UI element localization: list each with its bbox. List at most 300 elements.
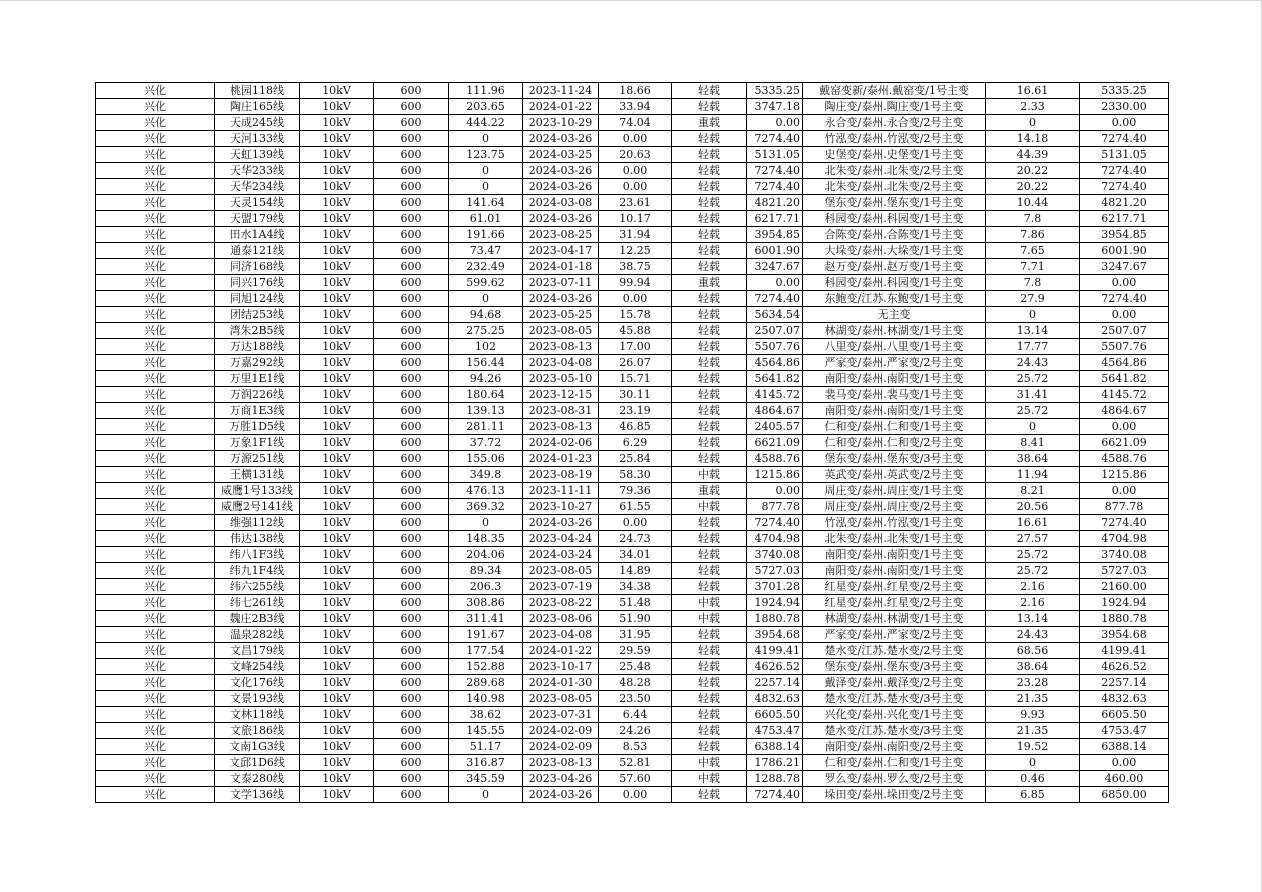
table-cell: 6001.90: [1080, 243, 1169, 259]
table-cell: 600: [374, 643, 449, 659]
table-cell: 15.71: [599, 371, 672, 387]
table-row: [96, 547, 1169, 563]
table-cell: 天盟179线: [215, 211, 300, 227]
table-cell: 2023-04-24: [523, 531, 599, 547]
table-row: [96, 355, 1169, 371]
table-cell: 6.85: [986, 787, 1080, 803]
table-row: [96, 643, 1169, 659]
table-cell: 兴化: [96, 195, 215, 211]
table-cell: 11.94: [986, 467, 1080, 483]
table-cell: 北朱变/泰州.北朱变/2号主变: [803, 163, 986, 179]
table-cell: 兴化: [96, 355, 215, 371]
table-cell: 308.86: [449, 595, 523, 611]
table-cell: 20.56: [986, 499, 1080, 515]
table-cell: 万商1E3线: [215, 403, 300, 419]
table-cell: 10kV: [300, 243, 374, 259]
table-cell: 同旭124线: [215, 291, 300, 307]
table-cell: 16.61: [986, 83, 1080, 99]
table-cell: 10kV: [300, 659, 374, 675]
table-cell: 600: [374, 467, 449, 483]
table-cell: 10kV: [300, 339, 374, 355]
table-cell: 10kV: [300, 515, 374, 531]
table-cell: 23.19: [599, 403, 672, 419]
table-cell: 37.72: [449, 435, 523, 451]
table-cell: 8.41: [986, 435, 1080, 451]
table-cell: 152.88: [449, 659, 523, 675]
table-cell: 轻载: [672, 291, 747, 307]
table-cell: 7.8: [986, 211, 1080, 227]
table-cell: 99.94: [599, 275, 672, 291]
table-cell: 万源251线: [215, 451, 300, 467]
table-cell: 轻载: [672, 675, 747, 691]
table-cell: 6605.50: [747, 707, 803, 723]
table-cell: 戴窑变新/泰州.戴窑变/1号主变: [803, 83, 986, 99]
table-cell: 600: [374, 307, 449, 323]
table-cell: 1924.94: [747, 595, 803, 611]
table-cell: 兴化: [96, 707, 215, 723]
table-cell: 兴化: [96, 499, 215, 515]
table-cell: 600: [374, 403, 449, 419]
table-cell: 1288.78: [747, 771, 803, 787]
table-cell: 王横131线: [215, 467, 300, 483]
table-cell: 3954.85: [747, 227, 803, 243]
table-cell: 600: [374, 739, 449, 755]
table-cell: 南阳变/泰州.南阳变/2号主变: [803, 739, 986, 755]
table-cell: 堡东变/泰州.堡东变/1号主变: [803, 195, 986, 211]
table-cell: 北朱变/泰州.北朱变/2号主变: [803, 179, 986, 195]
table-cell: 林湖变/泰州.林湖变/1号主变: [803, 611, 986, 627]
table-cell: 600: [374, 147, 449, 163]
table-cell: 2024-02-06: [523, 435, 599, 451]
table-cell: 48.28: [599, 675, 672, 691]
table-row: [96, 627, 1169, 643]
table-cell: 23.50: [599, 691, 672, 707]
table-cell: 31.94: [599, 227, 672, 243]
table-cell: 轻载: [672, 531, 747, 547]
table-cell: 23.28: [986, 675, 1080, 691]
table-cell: 重载: [672, 483, 747, 499]
table-cell: 史堡变/泰州.史堡变/1号主变: [803, 147, 986, 163]
table-cell: 7274.40: [1080, 291, 1169, 307]
table-cell: 68.56: [986, 643, 1080, 659]
table-row: [96, 179, 1169, 195]
table-cell: 7274.40: [1080, 179, 1169, 195]
table-cell: 10kV: [300, 739, 374, 755]
table-cell: 877.78: [1080, 499, 1169, 515]
table-cell: 5634.54: [747, 307, 803, 323]
table-cell: 10kV: [300, 611, 374, 627]
table-cell: 轻载: [672, 307, 747, 323]
table-cell: 600: [374, 195, 449, 211]
table-cell: 600: [374, 323, 449, 339]
table-cell: 177.54: [449, 643, 523, 659]
table-cell: 5335.25: [747, 83, 803, 99]
table-cell: 600: [374, 707, 449, 723]
table-cell: 兴化: [96, 99, 215, 115]
table-cell: 5131.05: [747, 147, 803, 163]
table-cell: 6217.71: [747, 211, 803, 227]
table-cell: 10kV: [300, 291, 374, 307]
table-cell: 1924.94: [1080, 595, 1169, 611]
table-cell: 51.48: [599, 595, 672, 611]
table-cell: 10kV: [300, 787, 374, 803]
table-cell: 191.66: [449, 227, 523, 243]
table-cell: 2024-03-08: [523, 195, 599, 211]
table-cell: 2024-03-25: [523, 147, 599, 163]
table-cell: 600: [374, 563, 449, 579]
table-cell: 兴化: [96, 467, 215, 483]
table-cell: 维强112线: [215, 515, 300, 531]
table-cell: 46.85: [599, 419, 672, 435]
table-cell: 2024-03-26: [523, 291, 599, 307]
table-cell: 10kV: [300, 403, 374, 419]
table-cell: 191.67: [449, 627, 523, 643]
table-cell: 34.38: [599, 579, 672, 595]
table-cell: 12.25: [599, 243, 672, 259]
table-cell: 10.44: [986, 195, 1080, 211]
table-cell: 232.49: [449, 259, 523, 275]
table-cell: 4864.67: [1080, 403, 1169, 419]
table-cell: 2023-05-25: [523, 307, 599, 323]
table-cell: 10kV: [300, 675, 374, 691]
table-cell: 600: [374, 499, 449, 515]
table-cell: 289.68: [449, 675, 523, 691]
table-cell: 10kV: [300, 419, 374, 435]
table-cell: 0.00: [1080, 275, 1169, 291]
table-cell: 7274.40: [747, 131, 803, 147]
table-cell: 5507.76: [747, 339, 803, 355]
table-cell: 轻载: [672, 659, 747, 675]
table-cell: 141.64: [449, 195, 523, 211]
table-row: [96, 227, 1169, 243]
table-row: [96, 99, 1169, 115]
table-cell: 5335.25: [1080, 83, 1169, 99]
table-cell: 2023-04-26: [523, 771, 599, 787]
table-cell: 600: [374, 419, 449, 435]
table-row: [96, 467, 1169, 483]
table-row: [96, 339, 1169, 355]
table-cell: 10kV: [300, 691, 374, 707]
table-cell: 严家变/泰州.严家变/2号主变: [803, 627, 986, 643]
table-cell: 369.32: [449, 499, 523, 515]
table-cell: 6.44: [599, 707, 672, 723]
table-cell: 轻载: [672, 563, 747, 579]
table-row: [96, 659, 1169, 675]
table-cell: 东鲍变/江苏.东鲍变/1号主变: [803, 291, 986, 307]
table-row: [96, 771, 1169, 787]
table-cell: 红星变/泰州.红星变/2号主变: [803, 579, 986, 595]
table-cell: 275.25: [449, 323, 523, 339]
table-cell: 轻载: [672, 387, 747, 403]
table-row: [96, 707, 1169, 723]
table-row: [96, 563, 1169, 579]
table-cell: 600: [374, 787, 449, 803]
table-cell: 10kV: [300, 467, 374, 483]
table-row: [96, 115, 1169, 131]
table-cell: 600: [374, 771, 449, 787]
table-cell: 轻载: [672, 643, 747, 659]
table-cell: 兴化: [96, 691, 215, 707]
table-cell: 陶庄变/泰州.陶庄变/1号主变: [803, 99, 986, 115]
table-cell: 中载: [672, 611, 747, 627]
table-cell: 2023-07-11: [523, 275, 599, 291]
table-cell: 0: [986, 307, 1080, 323]
table-row: [96, 739, 1169, 755]
table-cell: 10kV: [300, 707, 374, 723]
table-cell: 2023-10-17: [523, 659, 599, 675]
table-cell: 4832.63: [747, 691, 803, 707]
table-cell: 61.01: [449, 211, 523, 227]
table-cell: 周庄变/泰州.周庄变/2号主变: [803, 499, 986, 515]
table-cell: 文泰280线: [215, 771, 300, 787]
table-cell: 大垛变/泰州.大垛变/1号主变: [803, 243, 986, 259]
table-cell: 145.55: [449, 723, 523, 739]
table-cell: 2023-08-13: [523, 419, 599, 435]
table-cell: 万里1E1线: [215, 371, 300, 387]
table-cell: 罗么变/泰州.罗么变/2号主变: [803, 771, 986, 787]
table-cell: 0.00: [599, 163, 672, 179]
table-cell: 600: [374, 451, 449, 467]
table-row: [96, 675, 1169, 691]
table-cell: 10kV: [300, 227, 374, 243]
table-cell: 兴化: [96, 675, 215, 691]
table-cell: 3954.68: [747, 627, 803, 643]
table-cell: 7274.40: [1080, 131, 1169, 147]
table-cell: 英武变/泰州.英武变/2号主变: [803, 467, 986, 483]
table-cell: 2023-08-05: [523, 691, 599, 707]
table-cell: 4145.72: [1080, 387, 1169, 403]
table-cell: 148.35: [449, 531, 523, 547]
table-cell: 万润226线: [215, 387, 300, 403]
table-cell: 34.01: [599, 547, 672, 563]
table-cell: 2023-04-08: [523, 355, 599, 371]
table-cell: 文南1G3线: [215, 739, 300, 755]
table-cell: 38.64: [986, 659, 1080, 675]
table-cell: 0: [449, 163, 523, 179]
table-cell: 2257.14: [1080, 675, 1169, 691]
table-cell: 4821.20: [1080, 195, 1169, 211]
table-cell: 竹泓变/泰州.竹泓变/1号主变: [803, 515, 986, 531]
table-cell: 1215.86: [1080, 467, 1169, 483]
table-cell: 15.78: [599, 307, 672, 323]
table-cell: 2024-01-18: [523, 259, 599, 275]
table-cell: 7274.40: [1080, 163, 1169, 179]
table-row: [96, 83, 1169, 99]
table-cell: 轻载: [672, 547, 747, 563]
table-cell: 4864.67: [747, 403, 803, 419]
table-row: [96, 755, 1169, 771]
table-cell: 通泰121线: [215, 243, 300, 259]
table-cell: 6388.14: [747, 739, 803, 755]
table-cell: 2330.00: [1080, 99, 1169, 115]
table-cell: 裴马变/泰州.裴马变/1号主变: [803, 387, 986, 403]
table-cell: 4753.47: [1080, 723, 1169, 739]
table-cell: 0.00: [599, 515, 672, 531]
table-row: [96, 131, 1169, 147]
table-cell: 3954.85: [1080, 227, 1169, 243]
table-cell: 27.9: [986, 291, 1080, 307]
table-cell: 17.77: [986, 339, 1080, 355]
table-cell: 轻载: [672, 339, 747, 355]
table-cell: 316.87: [449, 755, 523, 771]
table-cell: 6605.50: [1080, 707, 1169, 723]
table-cell: 兴化: [96, 627, 215, 643]
table-cell: 0.00: [747, 275, 803, 291]
table-cell: 44.39: [986, 147, 1080, 163]
table-cell: 兴化: [96, 227, 215, 243]
table-cell: 兴化: [96, 643, 215, 659]
table-cell: 兴化: [96, 547, 215, 563]
table-cell: 魏庄2B3线: [215, 611, 300, 627]
table-cell: 311.41: [449, 611, 523, 627]
table-cell: 14.89: [599, 563, 672, 579]
table-cell: 2024-01-30: [523, 675, 599, 691]
table-cell: 2.33: [986, 99, 1080, 115]
table-cell: 600: [374, 659, 449, 675]
table-cell: 102: [449, 339, 523, 355]
table-cell: 10kV: [300, 211, 374, 227]
table-cell: 万象1F1线: [215, 435, 300, 451]
table-cell: 10kV: [300, 563, 374, 579]
table-cell: 轻载: [672, 243, 747, 259]
table-cell: 10kV: [300, 307, 374, 323]
table-cell: 轻载: [672, 323, 747, 339]
table-cell: 10kV: [300, 531, 374, 547]
table-cell: 3740.08: [747, 547, 803, 563]
table-cell: 19.52: [986, 739, 1080, 755]
table-cell: 轻载: [672, 451, 747, 467]
table-row: [96, 419, 1169, 435]
table-cell: 兴化: [96, 659, 215, 675]
table-cell: 10kV: [300, 755, 374, 771]
table-cell: 2023-08-31: [523, 403, 599, 419]
table-cell: 7274.40: [747, 515, 803, 531]
table-cell: 林湖变/泰州.林湖变/1号主变: [803, 323, 986, 339]
table-cell: 楚水变/江苏.楚水变/3号主变: [803, 691, 986, 707]
table-cell: 24.73: [599, 531, 672, 547]
table-cell: 0: [449, 131, 523, 147]
table-cell: 竹泓变/泰州.竹泓变/2号主变: [803, 131, 986, 147]
table-row: [96, 723, 1169, 739]
feeder-load-table: [95, 82, 1169, 803]
table-cell: 600: [374, 675, 449, 691]
table-cell: 赵万变/泰州.赵万变/1号主变: [803, 259, 986, 275]
table-cell: 3954.68: [1080, 627, 1169, 643]
table-cell: 6621.09: [1080, 435, 1169, 451]
table-cell: 345.59: [449, 771, 523, 787]
table-cell: 1880.78: [747, 611, 803, 627]
table-cell: 10kV: [300, 547, 374, 563]
table-cell: 万达188线: [215, 339, 300, 355]
table-cell: 24.43: [986, 627, 1080, 643]
table-cell: 18.66: [599, 83, 672, 99]
table-cell: 轻载: [672, 355, 747, 371]
table-cell: 30.11: [599, 387, 672, 403]
table-cell: 严家变/泰州.严家变/2号主变: [803, 355, 986, 371]
table-cell: 27.57: [986, 531, 1080, 547]
table-cell: 140.98: [449, 691, 523, 707]
table-cell: 田水1A4线: [215, 227, 300, 243]
table-row: [96, 259, 1169, 275]
table-cell: 2024-01-22: [523, 99, 599, 115]
table-cell: 0.00: [1080, 755, 1169, 771]
table-cell: 轻载: [672, 227, 747, 243]
table-cell: 轻载: [672, 579, 747, 595]
table-cell: 52.81: [599, 755, 672, 771]
table-cell: 兴化: [96, 483, 215, 499]
table-cell: 600: [374, 627, 449, 643]
table-cell: 51.17: [449, 739, 523, 755]
table-cell: 合陈变/泰州.合陈变/1号主变: [803, 227, 986, 243]
table-cell: 89.34: [449, 563, 523, 579]
table-cell: 6388.14: [1080, 739, 1169, 755]
table-cell: 桃园118线: [215, 83, 300, 99]
table-cell: 1880.78: [1080, 611, 1169, 627]
table-cell: 600: [374, 243, 449, 259]
table-cell: 2023-11-24: [523, 83, 599, 99]
table-cell: 0: [449, 179, 523, 195]
table-cell: 7274.40: [747, 163, 803, 179]
table-cell: 600: [374, 723, 449, 739]
table-cell: 纬九1F4线: [215, 563, 300, 579]
table-cell: 科园变/泰州.科园变/1号主变: [803, 211, 986, 227]
table-cell: 6001.90: [747, 243, 803, 259]
table-cell: 2257.14: [747, 675, 803, 691]
table-cell: 轻载: [672, 515, 747, 531]
table-cell: 5641.82: [1080, 371, 1169, 387]
table-cell: 10kV: [300, 83, 374, 99]
table-cell: 万嘉292线: [215, 355, 300, 371]
table-cell: 6.29: [599, 435, 672, 451]
table-cell: 2024-03-26: [523, 131, 599, 147]
table-cell: 600: [374, 515, 449, 531]
table-cell: 111.96: [449, 83, 523, 99]
table-cell: 4588.76: [1080, 451, 1169, 467]
table-row: [96, 243, 1169, 259]
table-cell: 轻载: [672, 179, 747, 195]
table-cell: 13.14: [986, 611, 1080, 627]
table-cell: 2024-01-23: [523, 451, 599, 467]
table-cell: 2.16: [986, 595, 1080, 611]
table-cell: 威鹰2号141线: [215, 499, 300, 515]
table-cell: 600: [374, 83, 449, 99]
table-cell: 0.46: [986, 771, 1080, 787]
table-cell: 2023-05-10: [523, 371, 599, 387]
table-cell: 13.14: [986, 323, 1080, 339]
table-cell: 204.06: [449, 547, 523, 563]
table-row: [96, 403, 1169, 419]
table-cell: 轻载: [672, 403, 747, 419]
table-cell: 10kV: [300, 371, 374, 387]
table-cell: 轻载: [672, 195, 747, 211]
table-cell: 4832.63: [1080, 691, 1169, 707]
table-cell: 0.00: [599, 291, 672, 307]
table-cell: 兴化: [96, 211, 215, 227]
table-cell: 10kV: [300, 275, 374, 291]
table-cell: 中载: [672, 499, 747, 515]
table-cell: 600: [374, 387, 449, 403]
table-cell: 兴化: [96, 531, 215, 547]
table-cell: 八里变/泰州.八里变/1号主变: [803, 339, 986, 355]
table-cell: 6850.00: [1080, 787, 1169, 803]
table-cell: 文峰254线: [215, 659, 300, 675]
table-cell: 2023-04-08: [523, 627, 599, 643]
table-cell: 10kV: [300, 355, 374, 371]
table-row: [96, 163, 1169, 179]
page-border-top: [0, 0, 1262, 1]
table-cell: 10kV: [300, 483, 374, 499]
table-cell: 轻载: [672, 787, 747, 803]
